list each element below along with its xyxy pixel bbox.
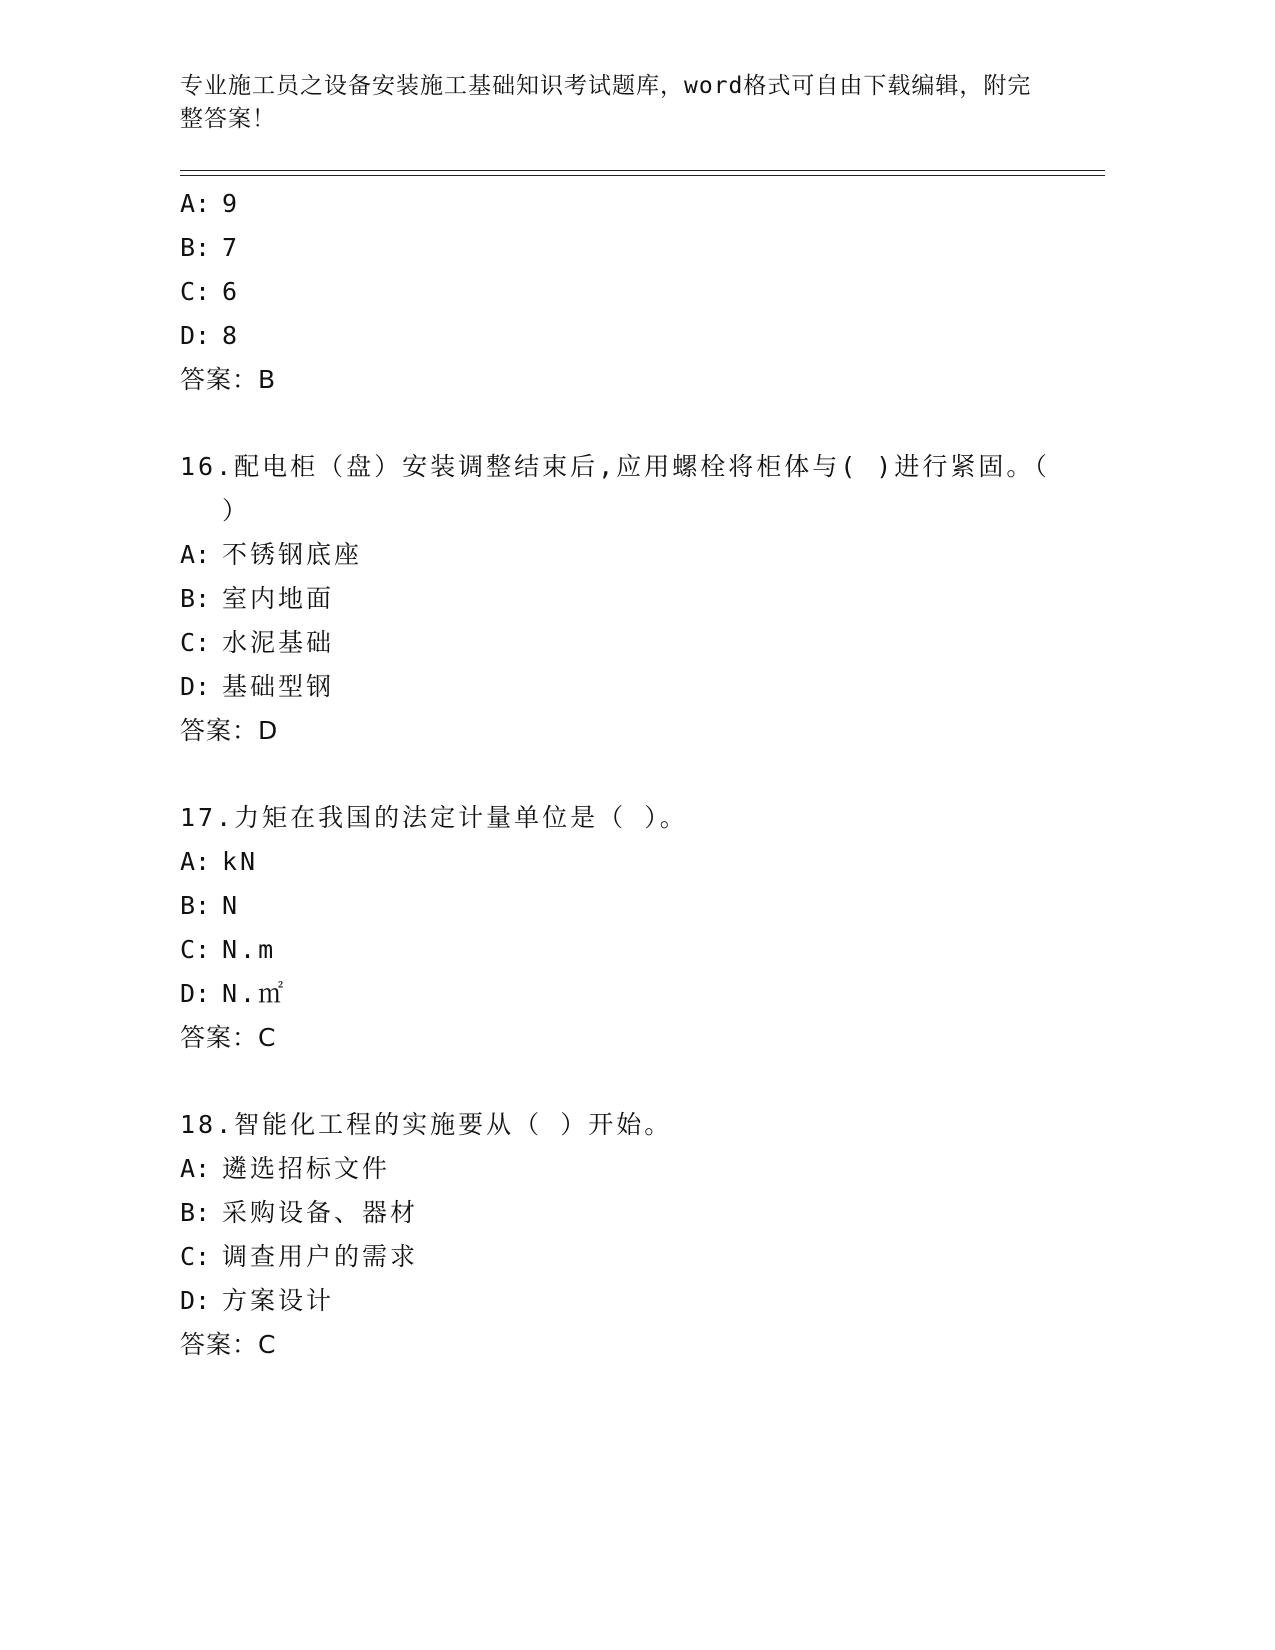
option-a [180, 182, 1105, 226]
option-text: 9 [222, 189, 241, 218]
question-18 [180, 1103, 1105, 1367]
question-text: 17.力矩在我国的法定计量单位是（ ）。 [180, 803, 688, 832]
option-text: 基础型钢 [222, 672, 335, 701]
answer-line: 答案：C [180, 1023, 277, 1052]
option-text: 室内地面 [222, 584, 335, 613]
option-d [180, 314, 1105, 358]
option-a [180, 1147, 1105, 1191]
option-letter: B: [180, 891, 211, 920]
header-divider-top [180, 170, 1105, 171]
option-text: 水泥基础 [222, 628, 335, 657]
option-d [180, 665, 1105, 709]
option-d [180, 972, 1105, 1016]
option-text: 7 [222, 233, 241, 262]
option-text: 方案设计 [222, 1286, 335, 1315]
option-letter: D: [180, 672, 211, 701]
option-letter: B: [180, 584, 211, 613]
option-text: N.m [222, 935, 277, 964]
question-text: 16.配电柜（盘）安装调整结束后,应用螺栓将柜体与( )进行紧固。（ [180, 452, 1050, 481]
question-list [180, 182, 1105, 1367]
option-text: N [222, 891, 241, 920]
option-letter: C: [180, 628, 211, 657]
option-letter: B: [180, 233, 211, 262]
option-letter: A: [180, 1154, 211, 1183]
option-letter: C: [180, 277, 211, 306]
option-c [180, 270, 1105, 314]
option-letter: D: [180, 321, 211, 350]
header-line-1: 专业施工员之设备安装施工基础知识考试题库，word格式可自由下载编辑，附完 [180, 73, 1032, 99]
question-16 [180, 445, 1105, 753]
question-text-continued: ） [222, 496, 251, 525]
option-b [180, 1191, 1105, 1235]
answer-line: 答案：D [180, 716, 279, 745]
option-b [180, 577, 1105, 621]
question-17 [180, 796, 1105, 1060]
option-letter: D: [180, 979, 211, 1008]
header-divider-bottom [180, 175, 1105, 176]
option-d [180, 1279, 1105, 1323]
option-letter: C: [180, 1242, 211, 1271]
option-a [180, 533, 1105, 577]
option-b [180, 884, 1105, 928]
question-text: 18.智能化工程的实施要从（ ）开始。 [180, 1110, 673, 1139]
header-line-2: 整答案！ [180, 106, 276, 132]
question-15 [180, 182, 1105, 402]
question-stem [180, 796, 1105, 840]
option-a [180, 840, 1105, 884]
option-text: 调查用户的需求 [222, 1242, 419, 1271]
option-c [180, 928, 1105, 972]
option-letter: D: [180, 1286, 211, 1315]
option-text: 8 [222, 321, 241, 350]
option-letter: B: [180, 1198, 211, 1227]
option-letter: A: [180, 189, 211, 218]
option-letter: C: [180, 935, 211, 964]
option-text: N.㎡ [222, 979, 287, 1008]
answer-line: 答案：B [180, 365, 277, 394]
option-letter: A: [180, 847, 211, 876]
option-c [180, 1235, 1105, 1279]
option-c [180, 621, 1105, 665]
answer-line: 答案：C [180, 1330, 277, 1359]
document-header [180, 70, 1040, 136]
option-text: 采购设备、器材 [222, 1198, 419, 1227]
question-stem [180, 445, 1105, 533]
option-text: 遴选招标文件 [222, 1154, 391, 1183]
question-stem [180, 1103, 1105, 1147]
option-b [180, 226, 1105, 270]
option-letter: A: [180, 540, 211, 569]
option-text: kN [222, 847, 259, 876]
option-text: 不锈钢底座 [222, 540, 363, 569]
option-text: 6 [222, 277, 241, 306]
